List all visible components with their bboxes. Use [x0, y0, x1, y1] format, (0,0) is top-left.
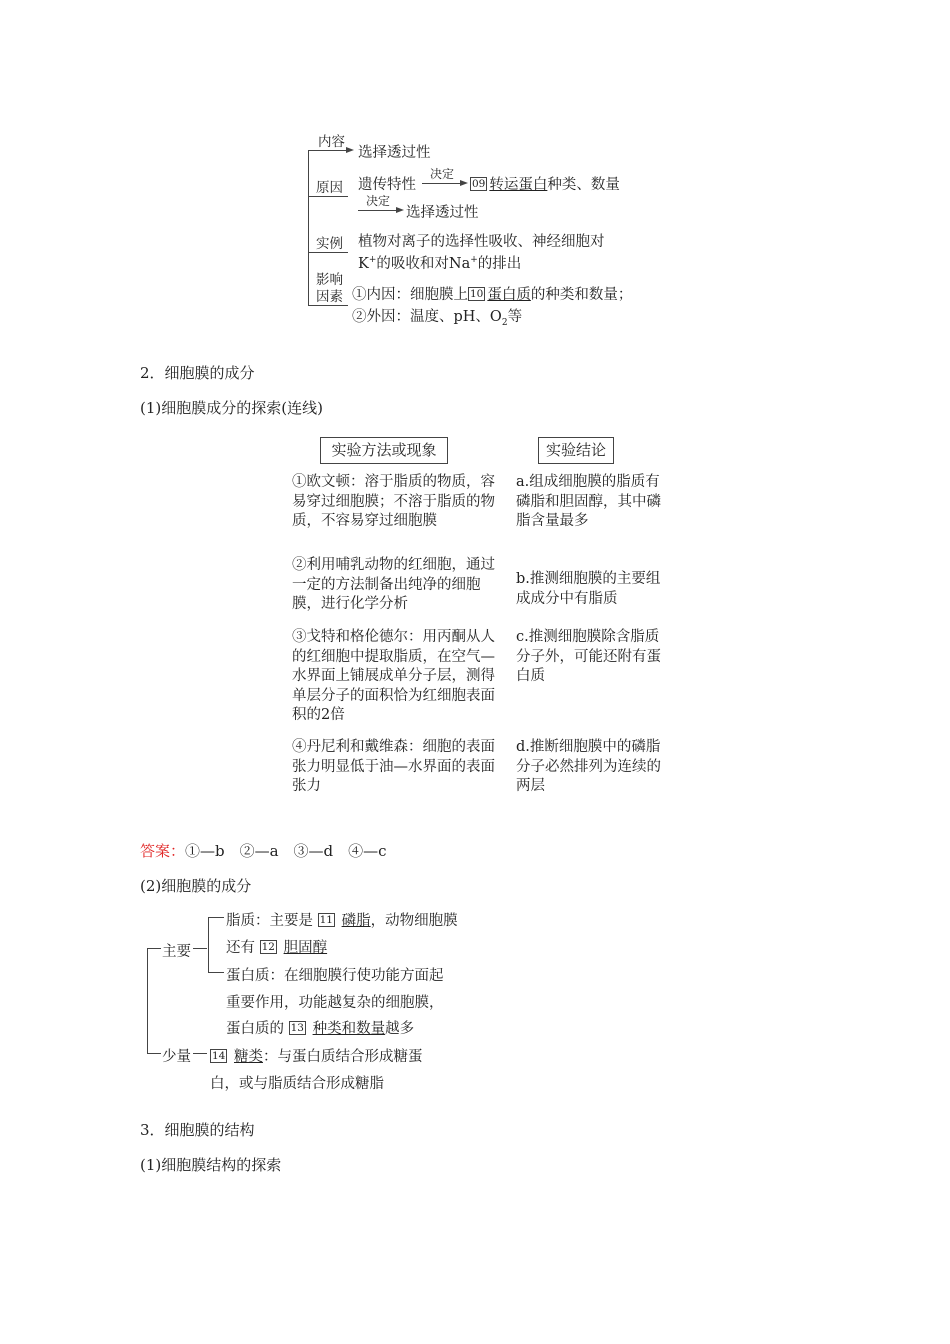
protein-line-1: 蛋白质：在细胞膜行使功能方面起	[226, 968, 444, 984]
branch-line	[147, 1053, 161, 1054]
right-item-b: b.推测细胞膜的主要组成成分中有脂质	[516, 571, 661, 607]
left-item-2: ②利用哺乳动物的红细胞，通过一定的方法制备出纯净的细胞膜，进行化学分析	[292, 557, 495, 612]
branch-line	[308, 150, 348, 151]
answer-text: ①—b ②—a ③—d ④—c	[185, 842, 387, 860]
factor-1	[352, 283, 632, 304]
right-item-c: c.推测细胞膜除含脂质分子外，可能还附有蛋白质	[516, 629, 661, 684]
protein-3a: 蛋白质的	[226, 1021, 284, 1037]
arrow-icon	[460, 180, 468, 186]
decide-arrow-line-2	[358, 210, 398, 211]
answer-label: 答案：	[140, 842, 186, 860]
section-2-sub-1: (1)细胞膜成分的探索(连线)	[140, 399, 323, 417]
branch-line	[308, 305, 348, 306]
branch-line	[308, 252, 348, 253]
sub-bracket-line	[208, 917, 209, 973]
header-left: 实验方法或现象	[320, 437, 448, 464]
example-line-1: 植物对离子的选择性吸收、神经细胞对	[358, 234, 605, 250]
o2-subscript: 2	[501, 317, 508, 328]
blank-number-11: 11	[319, 914, 333, 926]
answer-cholesterol: 胆固醇	[283, 940, 328, 956]
factor-2a: ②外因：温度、pH、O	[352, 309, 502, 325]
left-item-4: ④丹尼利和戴维森：细胞的表面张力明显低于油—水界面的表面张力	[292, 739, 495, 794]
lipid-d: 还有	[226, 940, 255, 956]
blank-number-13: 13	[290, 1022, 304, 1034]
reason-bc	[470, 173, 620, 194]
section-3-sub-1: (1)细胞膜结构的探索	[140, 1156, 282, 1174]
section-3-heading: 3．细胞膜的结构	[140, 1121, 255, 1139]
arrow-icon	[346, 147, 354, 153]
protein-line-3	[226, 1017, 414, 1038]
lipid-c: ，动物细胞膜	[370, 913, 458, 929]
reason-c: 种类、数量	[547, 177, 620, 193]
factor-2	[352, 305, 522, 328]
reason-d: 选择透过性	[406, 205, 479, 221]
decide-label: 决定	[430, 167, 455, 181]
reason-a: 遗传特性	[358, 177, 416, 193]
sugar-line-1	[210, 1045, 422, 1066]
answer-sugar: 糖类	[233, 1049, 263, 1065]
branch-line	[193, 1053, 207, 1054]
example-mid: 的吸收和对Na	[376, 256, 471, 272]
plus-sign: +	[368, 255, 377, 266]
branch-line	[193, 948, 207, 949]
arrow-icon	[396, 207, 404, 213]
blank-number-09: 09	[472, 178, 486, 190]
example-line-2	[358, 252, 521, 273]
protein-3c: 越多	[385, 1021, 415, 1037]
answer-transport-protein: 转运蛋白	[489, 177, 548, 193]
answer-protein: 蛋白质	[487, 287, 531, 303]
bracket-line	[308, 150, 309, 306]
protein-line-2: 重要作用，功能越复杂的细胞膜，	[226, 995, 444, 1011]
blank-number-10: 10	[470, 288, 484, 300]
decide-arrow-line	[422, 183, 462, 184]
left-item-1: ①欧文顿：溶于脂质的物质，容易穿过细胞膜；不溶于脂质的物质，不容易穿过细胞膜	[292, 474, 495, 529]
label-example: 实例	[316, 236, 343, 252]
left-item-3: ③戈特和格伦德尔：用丙酮从人的红细胞中提取脂质，在空气—水界面上铺展成单分子层，测得单层分子的面积恰为红细胞表面积的2倍	[292, 629, 495, 723]
right-item-d: d.推断细胞膜中的磷脂分子必然排列为连续的两层	[516, 739, 661, 794]
answer-type-quantity: 种类和数量	[312, 1021, 386, 1037]
main-label: 主要	[162, 944, 191, 960]
lipid-a: 脂质：主要是	[226, 913, 313, 929]
label-factor-2: 因素	[316, 289, 343, 305]
branch-line	[147, 948, 161, 949]
minor-label: 少量	[162, 1049, 191, 1065]
bracket-line	[147, 948, 148, 1054]
decide-label-2: 决定	[366, 194, 391, 208]
blank-number-12: 12	[261, 941, 275, 953]
header-right: 实验结论	[538, 437, 614, 464]
label-reason: 原因	[316, 180, 343, 196]
blank-number-14: 14	[212, 1050, 226, 1062]
content-text: 选择透过性	[358, 145, 431, 161]
lipid-line-1	[226, 909, 458, 930]
k-ion: K	[358, 256, 369, 272]
sugar-b: ：与蛋白质结合形成糖蛋	[262, 1049, 423, 1065]
answer-phospholipid: 磷脂	[341, 913, 371, 929]
factor-2b: 等	[507, 309, 523, 325]
branch-line	[208, 972, 224, 973]
plus-sign: +	[470, 255, 478, 266]
lipid-line-2	[226, 936, 327, 957]
answer-line	[140, 840, 387, 861]
example-end: 的排出	[477, 256, 522, 272]
label-content: 内容	[318, 134, 345, 150]
section-2-sub-2: (2)细胞膜的成分	[140, 877, 252, 895]
branch-line	[208, 917, 224, 918]
factor-1c: 的种类和数量；	[530, 287, 633, 303]
branch-line	[308, 196, 348, 197]
right-item-a: a.组成细胞膜的脂质有磷脂和胆固醇，其中磷脂含量最多	[516, 474, 661, 529]
label-factor-1: 影响	[316, 272, 343, 288]
factor-1a: ①内因：细胞膜上	[352, 287, 468, 303]
section-2-heading: 2．细胞膜的成分	[140, 364, 255, 382]
sugar-line-2: 白，或与脂质结合形成糖脂	[210, 1076, 384, 1092]
